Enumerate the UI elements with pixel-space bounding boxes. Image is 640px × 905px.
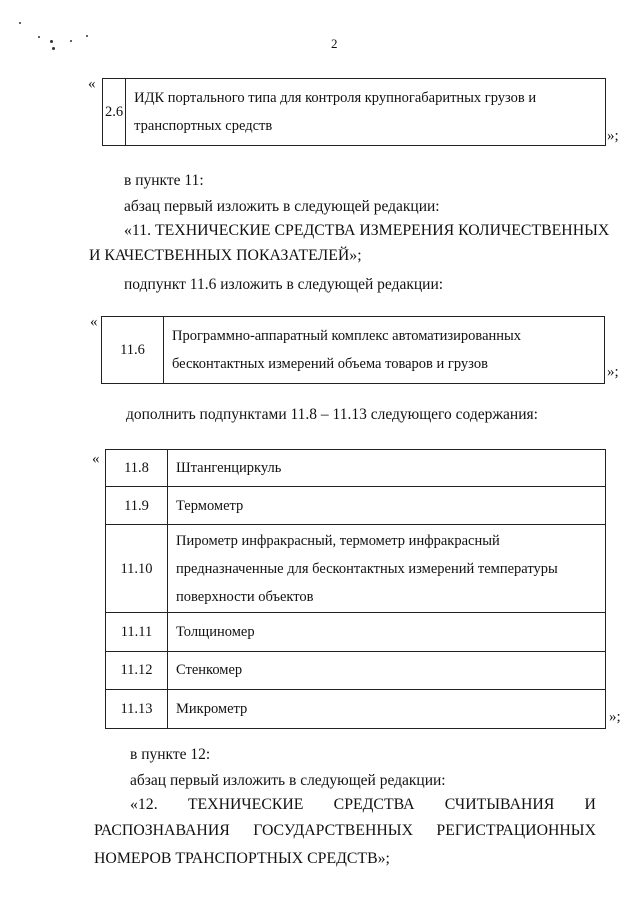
p12-heading-word: И	[584, 796, 596, 813]
close-quote: »;	[609, 709, 621, 725]
open-quote: «	[92, 451, 100, 467]
item-number: 11.11	[106, 612, 168, 651]
item-description	[126, 79, 606, 146]
description-line: Штангенциркуль	[176, 459, 282, 476]
item-number: 11.10	[106, 525, 168, 613]
description-line: Термометр	[176, 497, 244, 514]
p12-heading-word: СЧИТЫВАНИЯ	[444, 796, 555, 813]
p11-abzac: абзац первый изложить в следующей редакции:	[124, 198, 440, 215]
close-quote: »;	[607, 364, 619, 380]
table-item-11-6	[101, 316, 605, 384]
p11-intro: в пункте 11:	[124, 172, 204, 189]
close-quote: »;	[607, 128, 619, 144]
table-row	[106, 450, 606, 487]
page-number: 2	[331, 36, 338, 51]
p12-intro: в пункте 12:	[130, 746, 211, 763]
table-row	[106, 525, 606, 613]
table-row	[106, 486, 606, 525]
p12-heading-word: ТЕХНИЧЕСКИЕ	[187, 796, 304, 813]
table-row	[103, 79, 606, 146]
description-line: бесконтактных измерений объема товаров и грузов	[172, 356, 488, 372]
p12-heading-word: «12.	[130, 796, 158, 813]
p12-heading-line1	[130, 796, 596, 814]
description-line: Толщиномер	[176, 623, 255, 640]
item-description	[168, 690, 606, 729]
item-number: 11.8	[106, 450, 168, 487]
table-items-11-8-to-11-13	[105, 449, 606, 729]
item-number: 2.6	[103, 79, 126, 146]
item-description	[168, 486, 606, 525]
table-row	[106, 690, 606, 729]
description-line: предназначенные для бесконтактных измерений температуры	[176, 560, 558, 577]
p11-heading-line2: И КАЧЕСТВЕННЫХ ПОКАЗАТЕЛЕЙ»;	[89, 247, 362, 264]
description-line: Микрометр	[176, 701, 248, 718]
item-number: 11.6	[102, 317, 164, 384]
description-line: Программно-аппаратный комплекс автоматизированных	[172, 328, 522, 344]
item-number: 11.9	[106, 486, 168, 525]
table-row	[102, 317, 605, 384]
item-description	[168, 651, 606, 690]
p12-heading-line2	[94, 822, 596, 840]
description-line: Стенкомер	[176, 662, 243, 679]
p11-6-intro: подпункт 11.6 изложить в следующей редакции:	[124, 276, 444, 293]
p12-abzac: абзац первый изложить в следующей редакции:	[130, 772, 446, 789]
item-description	[168, 525, 606, 613]
p11-heading-line1: «11. ТЕХНИЧЕСКИЕ СРЕДСТВА ИЗМЕРЕНИЯ КОЛИЧЕСТВЕННЫХ	[124, 222, 610, 239]
p12-heading-word: РАСПОЗНАВАНИЯ	[94, 822, 230, 839]
open-quote: «	[90, 314, 98, 330]
description-line: поверхности объектов	[176, 588, 314, 605]
p12-heading-word: СРЕДСТВА	[333, 796, 415, 813]
item-number: 11.13	[106, 690, 168, 729]
item-description	[168, 450, 606, 487]
p12-heading-line3: НОМЕРОВ ТРАНСПОРТНЫХ СРЕДСТВ»;	[94, 850, 390, 867]
description-line: ИДК портального типа для контроля крупногабаритных грузов и	[134, 90, 537, 106]
description-line: транспортных средств	[134, 118, 273, 134]
item-number: 11.12	[106, 651, 168, 690]
p12-heading-word: РЕГИСТРАЦИОННЫХ	[436, 822, 596, 839]
item-description	[164, 317, 605, 384]
table-item-2-6	[102, 78, 606, 146]
table-row	[106, 612, 606, 651]
open-quote: «	[88, 76, 96, 92]
p11-add-intro: дополнить подпунктами 11.8 – 11.13 следующего содержания:	[126, 406, 538, 423]
description-line: Пирометр инфракрасный, термометр инфракрасный	[176, 532, 500, 549]
p12-heading-word: ГОСУДАРСТВЕННЫХ	[253, 822, 413, 839]
table-row	[106, 651, 606, 690]
item-description	[168, 612, 606, 651]
